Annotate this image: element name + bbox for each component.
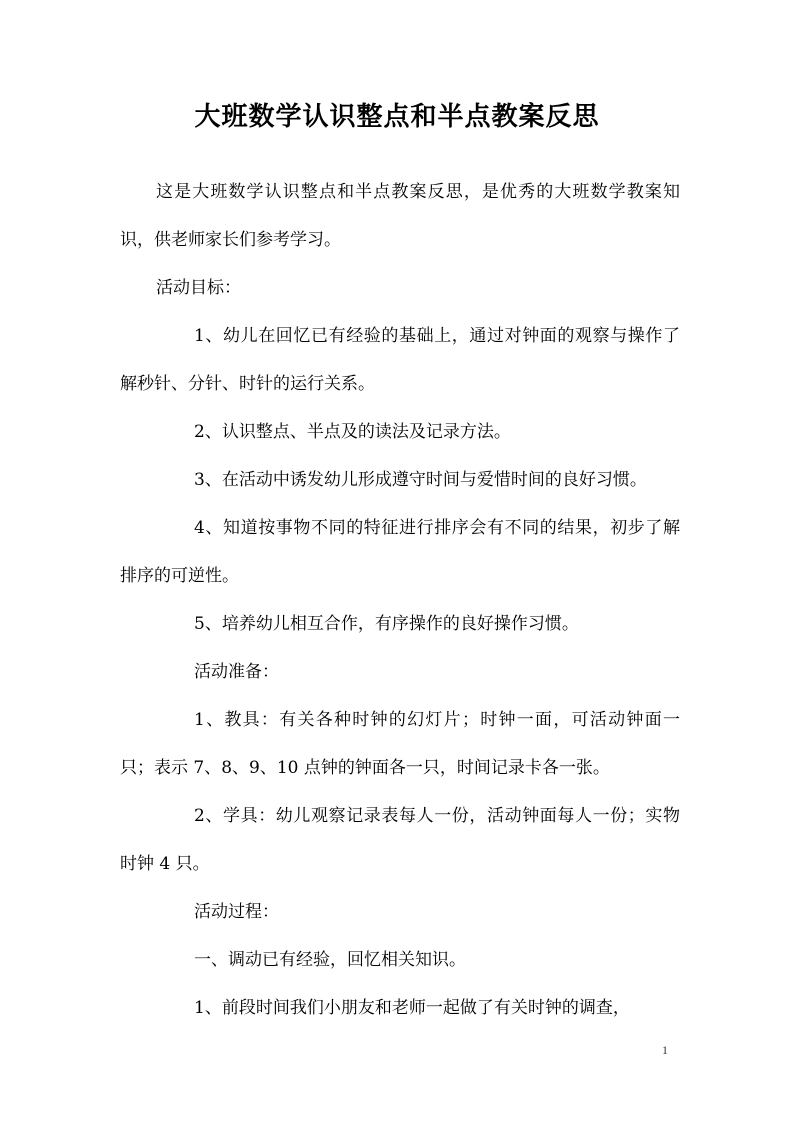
- section-heading-process: 活动过程：: [194, 902, 279, 922]
- preparation-item: 2、学具：幼儿观察记录表每人一份，活动钟面每人一份；实物时钟 4 只。: [120, 806, 680, 874]
- document-body: [120, 168, 680, 1032]
- intro-paragraph: 这是大班数学认识整点和半点教案反思，是优秀的大班数学教案知识，供老师家长们参考学习。: [120, 182, 680, 250]
- section-heading-preparation: 活动准备：: [194, 662, 279, 682]
- objective-item: 2、认识整点、半点及的读法及记录方法。: [194, 422, 511, 442]
- process-step-heading: 一、调动已有经验，回忆相关知识。: [194, 950, 466, 970]
- preparation-item: 1、教具：有关各种时钟的幻灯片；时钟一面，可活动钟面一只；表示 7、8、9、10 点钟的钟面各一只，时间记录卡各一张。: [120, 710, 680, 778]
- page-number: 1: [662, 1043, 668, 1057]
- section-heading-objectives: 活动目标：: [156, 278, 241, 298]
- objective-item: 3、在活动中诱发幼儿形成遵守时间与爱惜时间的良好习惯。: [194, 470, 647, 490]
- process-item: 1、前段时间我们小朋友和老师一起做了有关时钟的调查，: [194, 998, 630, 1018]
- objective-item: 4、知道按事物不同的特征进行排序会有不同的结果，初步了解排序的可逆性。: [120, 518, 680, 586]
- document-title: 大班数学认识整点和半点教案反思: [194, 102, 600, 132]
- objective-item: 5、培养幼儿相互合作，有序操作的良好操作习惯。: [194, 614, 579, 634]
- objective-item: 1、幼儿在回忆已有经验的基础上，通过对钟面的观察与操作了解秒针、分针、时针的运行关系。: [120, 326, 680, 394]
